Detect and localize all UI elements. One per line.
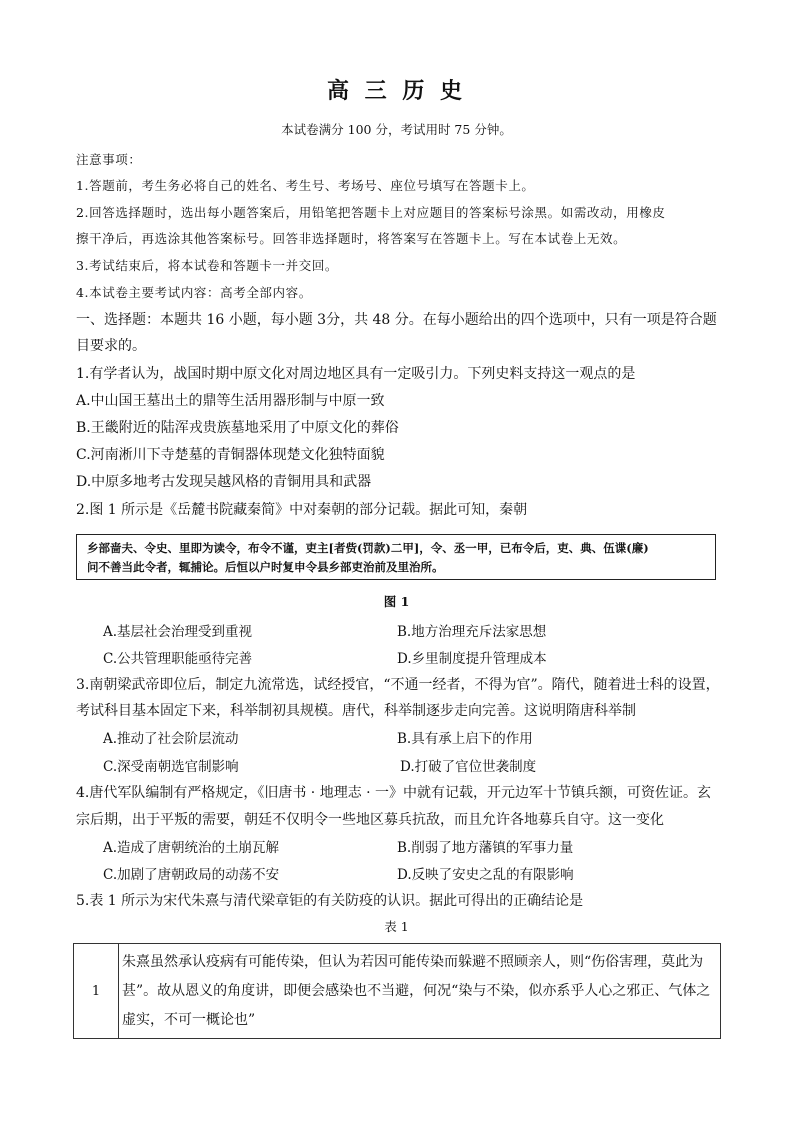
q4-stem-b: 宗后期，出于平叛的需要，朝廷不仅明令一些地区募兵抗敌，而且允许各地募兵自守。这一变化 (76, 812, 664, 828)
q3-option-a: A.推动了社会阶层流动 (103, 731, 239, 747)
table-row-text-a: 朱熹虽然承认疫病有可能传染，但认为若因可能传染而躲避不照顾亲人，则“伤俗害理，莫此为 (122, 954, 704, 970)
notes-heading: 注意事项： (76, 152, 142, 167)
page-title: 高 三 历 史 (327, 78, 466, 104)
section-heading-a: 一、选择题：本题共 16 小题，每小题 3分，共 48 分。在每小题给出的四个选项中，只有一项是符合题 (76, 312, 717, 328)
note-line-2b: 擦干净后，再选涂其他答案标号。回答非选择题时，将答案写在答题卡上。写在本试卷上无效。 (76, 231, 627, 246)
table-label: 表 1 (384, 919, 409, 934)
q2-option-c: C.公共管理职能亟待完善 (103, 651, 253, 667)
q4-option-c: C.加剧了唐朝政局的动荡不安 (103, 867, 280, 883)
table-row-index: 1 (74, 944, 119, 1038)
q5-stem: 5.表 1 所示为宋代朱熹与清代梁章钜的有关防疫的认识。据此可得出的正确结论是 (76, 893, 584, 909)
q2-quote-line-b: 问不善当此令者，辄捕论。后恒以户时复申令县乡部吏治前及里治所。 (87, 560, 444, 574)
table-row-text-b: 甚”。故从恩义的角度讲，即便会感染也不当避，何况“染与不染，似亦系乎人心之邪正、气体之 (122, 983, 711, 999)
q5-table (73, 943, 721, 1039)
note-line-2a: 2.回答选择题时，选出每小题答案后，用铅笔把答题卡上对应题目的答案标号涂黑。如需改动，用橡皮 (76, 205, 666, 220)
q2-option-d: D.乡里制度提升管理成本 (397, 651, 547, 667)
q4-stem-a: 4.唐代军队编制有严格规定，《旧唐书 · 地理志 · 一》中就有记载，开元边军十节镇兵额，可资佐证。玄 (76, 785, 712, 801)
q1-option-b: B.王畿附近的陆浑戎贵族墓地采用了中原文化的葬俗 (76, 420, 399, 436)
note-line-1: 1.答题前，考生务必将自己的姓名、考生号、考场号、座位号填写在答题卡上。 (76, 178, 535, 193)
q1-option-a: A.中山国王墓出土的鼎等生活用器形制与中原一致 (76, 393, 385, 409)
q1-option-d: D.中原多地考古发现吴越风格的青铜用具和武器 (76, 474, 372, 490)
note-line-4: 4.本试卷主要考试内容：高考全部内容。 (76, 285, 312, 300)
q4-option-b: B.削弱了地方藩镇的军事力量 (397, 840, 574, 856)
figure-label: 图 1 (383, 594, 410, 609)
q4-option-a: A.造成了唐朝统治的土崩瓦解 (103, 840, 280, 856)
section-heading-b: 目要求的。 (76, 338, 146, 354)
q4-option-d: D.反映了安史之乱的有限影响 (397, 867, 574, 883)
q3-option-d: D.打破了官位世袭制度 (400, 759, 537, 775)
q1-stem: 1.有学者认为，战国时期中原文化对周边地区具有一定吸引力。下列史料支持这一观点的是 (76, 366, 636, 382)
note-line-3: 3.考试结束后，将本试卷和答题卡一并交回。 (76, 258, 339, 273)
q3-option-c: C.深受南朝选官制影响 (103, 759, 239, 775)
q2-quote-box (76, 534, 716, 580)
q3-stem-b: 考试科目基本固定下来，科举制初具规模。唐代，科举制逐步走向完善。这说明隋唐科举制 (76, 703, 636, 719)
q2-quote-line-a: 乡部啬夫、令史、里即为读令，布令不谨，吏主[者赀(罚款)二甲]，令、丞一甲，已布令后，吏、典、伍谍(廉) (87, 541, 649, 555)
q2-option-a: A.基层社会治理受到重视 (103, 624, 253, 640)
q2-stem: 2.图 1 所示是《岳麓书院藏秦简》中对秦朝的部分记载。据此可知，秦朝 (76, 502, 528, 518)
table-row-text (120, 944, 718, 1038)
q3-stem-a: 3.南朝梁武帝即位后，制定九流常选，试经授官，“不通一经者，不得为官”。隋代，随着进士科的设置， (76, 677, 720, 693)
q3-option-b: B.具有承上启下的作用 (397, 731, 533, 747)
exam-info: 本试卷满分 100 分，考试用时 75 分钟。 (281, 122, 512, 137)
q1-option-c: C.河南淅川下寺楚墓的青铜器体现楚文化独特面貌 (76, 447, 385, 463)
q2-option-b: B.地方治理充斥法家思想 (397, 624, 547, 640)
table-row-text-c: 虚实，不可一概论也” (122, 1012, 256, 1028)
